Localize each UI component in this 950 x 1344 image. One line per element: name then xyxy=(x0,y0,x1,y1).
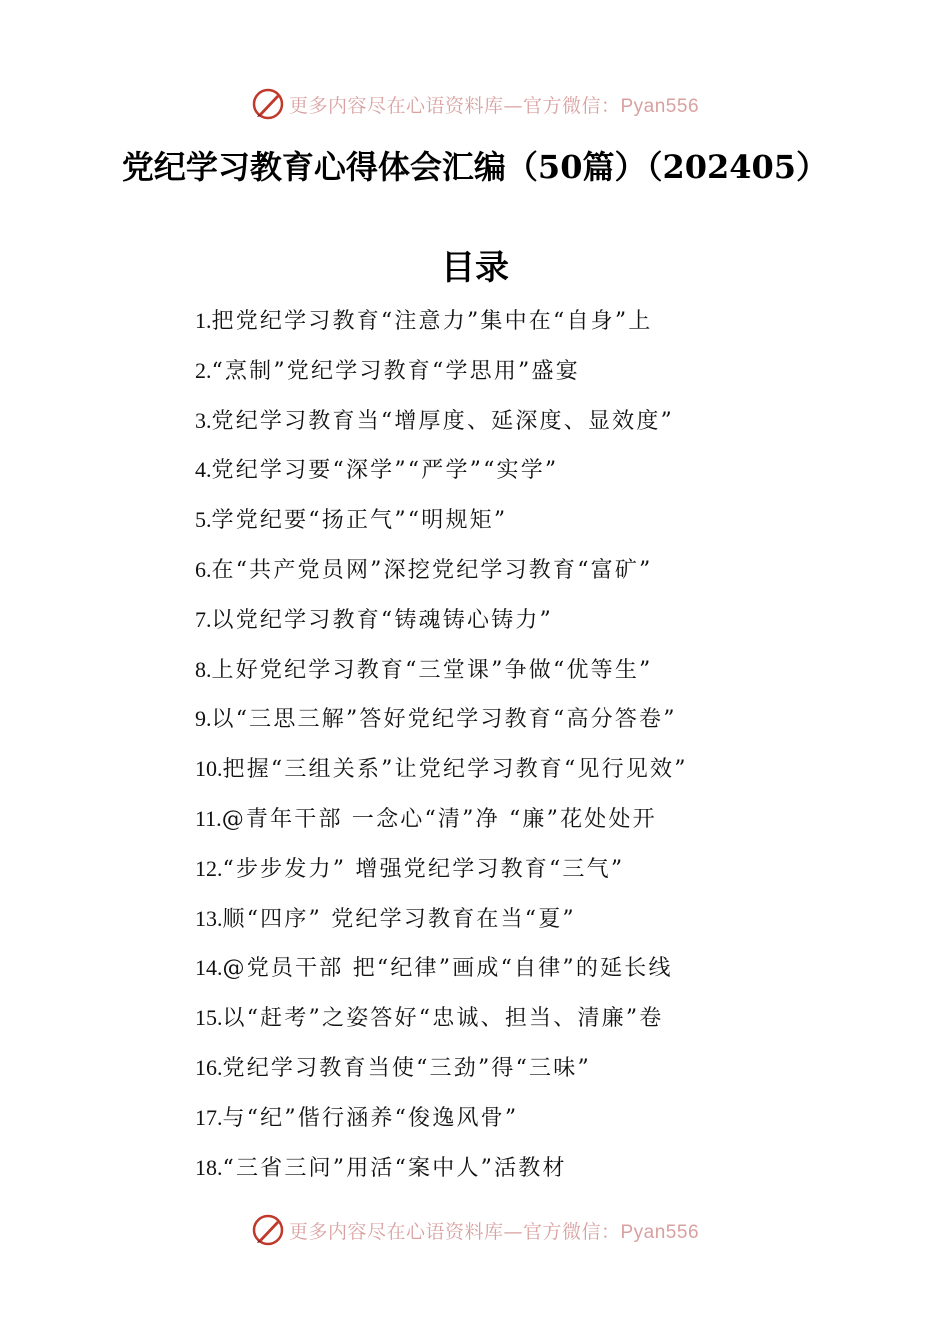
wechat-id: Pyan556 xyxy=(620,95,700,117)
footer-watermark xyxy=(0,1210,950,1250)
pen-logo-icon xyxy=(251,1213,285,1247)
toc-item: 1.把党纪学习教育“注意力”集中在“自身”上 xyxy=(195,308,653,334)
toc-item: 10.把握“三组关系”让党纪学习教育“见行见效” xyxy=(195,756,688,783)
toc-item: 18.“三省三问”用活“案中人”活教材 xyxy=(195,1154,567,1181)
toc-item: 8.上好党纪学习教育“三堂课”争做“优等生” xyxy=(195,656,653,683)
toc-item: 15.以“赶考”之姿答好“忠诚、担当、清廉”卷 xyxy=(195,1005,664,1032)
toc-item: 13.顺“四序” 党纪学习教育在当“夏” xyxy=(195,905,576,932)
toc-item: 12.“步步发力” 增强党纪学习教育“三气” xyxy=(195,855,625,882)
toc-item: 6.在“共产党员网”深挖党纪学习教育“富矿” xyxy=(195,556,653,583)
header-watermark xyxy=(0,84,950,124)
toc-item: 7.以党纪学习教育“铸魂铸心铸力” xyxy=(195,606,553,633)
toc-item: 2.“烹制”党纪学习教育“学思用”盛宴 xyxy=(195,357,580,384)
toc-item: 14.@党员干部 把“纪律”画成“自律”的延长线 xyxy=(195,955,673,982)
document-title: 党纪学习教育心得体会汇编（50篇）（202405） xyxy=(121,148,829,186)
toc-heading: 目录 xyxy=(441,248,509,288)
toc-item: 3.党纪学习教育当“增厚度、延深度、显效度” xyxy=(195,407,674,434)
watermark-text: 更多内容尽在心语资料库—官方微信：Pyan556 xyxy=(288,94,700,117)
toc-item: 11.@青年干部 一念心“清”净 “廉”花处处开 xyxy=(195,805,657,832)
table-of-contents xyxy=(195,296,835,1192)
toc-item: 17.与“纪”偕行涵养“俊逸风骨” xyxy=(195,1104,519,1131)
toc-item: 16.党纪学习教育当使“三劲”得“三味” xyxy=(195,1054,591,1081)
pen-logo-icon xyxy=(251,87,285,121)
toc-item: 4.党纪学习要“深学”“严学”“实学” xyxy=(195,457,559,484)
wechat-id: Pyan556 xyxy=(620,1221,700,1243)
toc-item: 9.以“三思三解”答好党纪学习教育“高分答卷” xyxy=(195,706,677,733)
toc-item: 5.学党纪要“扬正气”“明规矩” xyxy=(195,507,508,534)
watermark-text: 更多内容尽在心语资料库—官方微信：Pyan556 xyxy=(288,1220,700,1243)
